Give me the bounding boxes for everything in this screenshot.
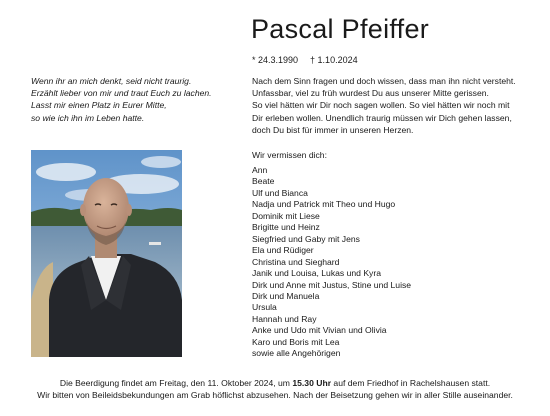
deceased-name: Pascal Pfeiffer [251,14,430,44]
list-item: Ulf und Bianca [252,187,308,198]
list-item: Dominik mit Liese [252,210,320,221]
intro-line: Nach dem Sinn fragen und doch wissen, dass man ihn nicht versteht. [252,76,516,86]
poem [31,75,231,124]
intro-line: Dir erleben wollen. Unendlich traurig müssen wir Dich gehen lassen, [252,112,512,123]
list-item: Beate [252,176,275,187]
life-dates [252,55,358,65]
birth-date: * 24.3.1990 [252,55,299,65]
death-date: † 1.10.2024 [310,55,358,65]
list-item: Dirk und Anne mit Justus, Stine und Luise [252,279,412,290]
condolence-note: Wir bitten von Beileidsbekundungen am Grab höflichst abzusehen. Nach der Beisetzung gehen wir in aller Stille auseinander. [37,390,513,401]
list-item: Anke und Udo mit Vivian und Olivia [252,325,387,336]
intro-text [252,75,532,136]
list-item: Siegfried und Gaby mit Jens [252,233,360,244]
list-item: Brigitte und Heinz [252,222,320,233]
poem-line: so wie ich ihn im Leben hatte. [31,112,145,123]
list-item: Karo und Boris mit Lea [252,336,340,347]
poem-line: Erzählt lieber von mir und traut Euch zu lachen. [31,88,212,99]
list-item: Janik und Louisa, Lukas und Kyra [252,268,381,279]
poem-line: Wenn ihr an mich denkt, seid nicht traurig. [31,76,192,86]
funeral-text-after: auf dem Friedhof in Rachelshausen statt. [331,378,491,388]
funeral-date-line [0,377,550,389]
list-item: Ursula [252,302,277,313]
list-item: Ann [252,165,268,175]
funeral-time: 15.30 Uhr [292,378,332,388]
poem-line: Lasst mir einen Platz in Eurer Mitte, [31,100,167,111]
intro-line: So viel hätten wir Dir noch sagen wollen. So viel hätten wir noch mit [252,100,510,111]
funeral-text-before: Die Beerdigung findet am Freitag, den 11. Oktober 2024, um [59,378,293,388]
list-item: Dirk und Manuela [252,290,320,301]
intro-line: Unfassbar, viel zu früh wurdest Du aus unserer Mitte gerissen. [252,88,489,99]
list-item: Hannah und Ray [252,313,317,324]
list-item: Christina und Sieghard [252,256,340,267]
list-item: Ela und Rüdiger [252,245,314,256]
mourners-list [252,165,411,360]
intro-line: doch Du bist für immer in unseren Herzen. [252,124,414,135]
portrait-photo [31,150,182,357]
miss-you-label: Wir vermissen dich: [252,150,327,160]
list-item: Nadja und Patrick mit Theo und Hugo [252,199,396,210]
list-item: sowie alle Angehörigen [252,348,341,359]
funeral-info [0,377,550,401]
